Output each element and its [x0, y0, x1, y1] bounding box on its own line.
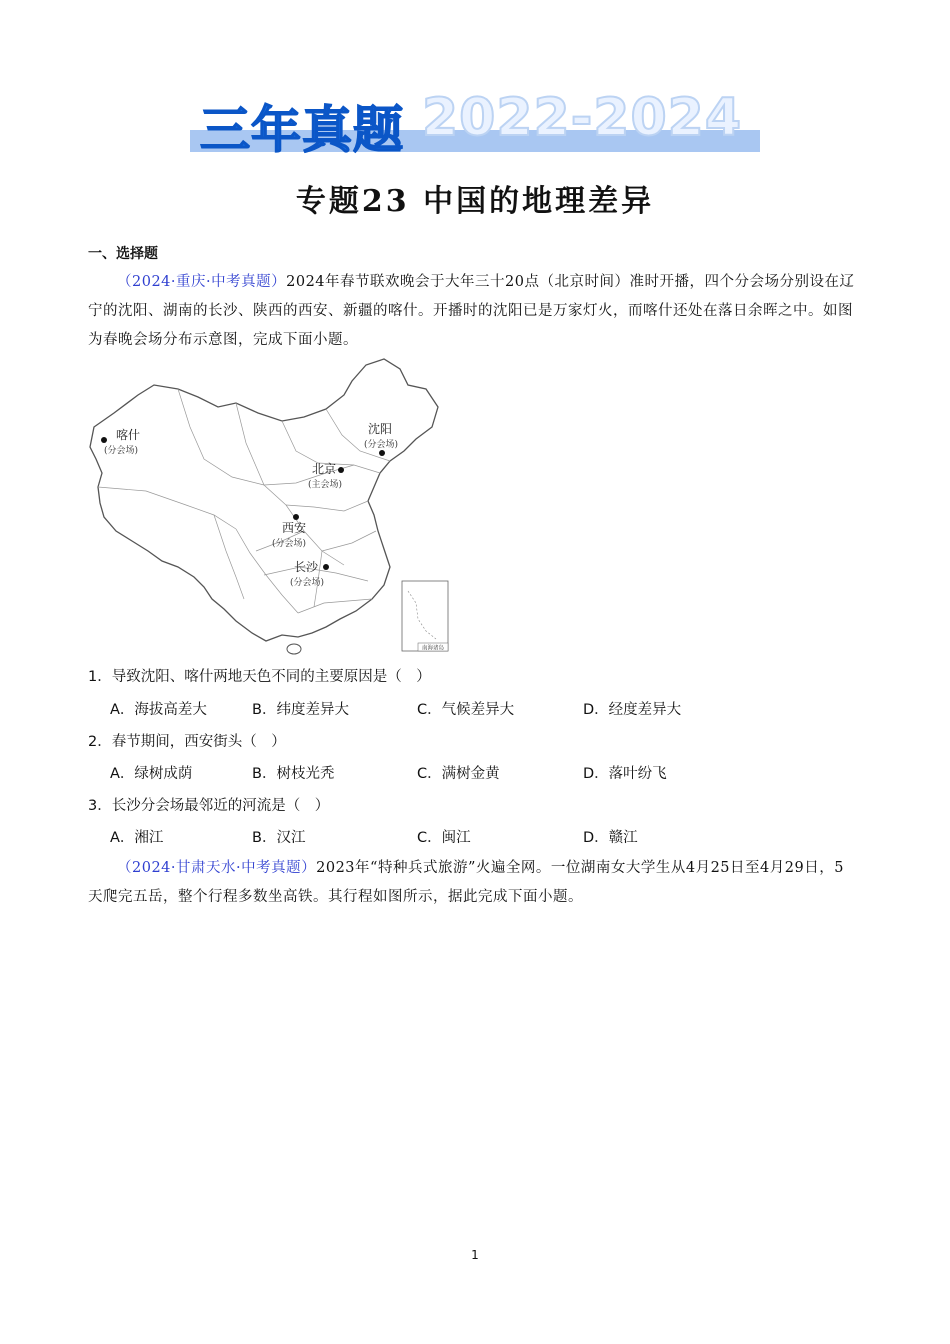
beijing-dot: [338, 467, 344, 473]
question-2-option-d: D．落叶纷飞: [583, 766, 667, 782]
question-3-option-a: A．湘江: [110, 830, 164, 846]
passage-1: [88, 268, 858, 355]
question-1-option-c: C．气候差异大: [417, 702, 515, 718]
question-1-stem: 1．导致沈阳、喀什两地天色不同的主要原因是（ ）: [88, 669, 431, 685]
question-3-stem: 3．长沙分会场最邻近的河流是（ ）: [88, 798, 330, 814]
banner-years: 2022-2024: [422, 88, 743, 148]
south-sea-inset: [402, 581, 448, 651]
shenyang-label: 沈阳: [368, 422, 393, 436]
question-1-option-a: A．海拔高差大: [110, 702, 207, 718]
question-2-option-c: C．满树金黄: [417, 766, 500, 782]
china-venue-map: [86, 355, 452, 655]
province-boundaries: [98, 389, 393, 613]
xian-sublabel: (分会场): [272, 539, 307, 549]
passage-1-source: （2024·重庆·中考真题）: [117, 274, 287, 290]
shenyang-sublabel: (分会场): [364, 440, 399, 450]
changsha-sublabel: (分会场): [290, 578, 325, 588]
china-outline: [90, 359, 438, 641]
question-2-option-a: A．绿树成荫: [110, 766, 193, 782]
hainan-island: [287, 644, 301, 654]
inset-label: 南海诸岛: [421, 645, 445, 652]
kashgar-sublabel: (分会场): [104, 446, 139, 456]
xian-dot: [293, 514, 299, 520]
question-1-option-d: D．经度差异大: [583, 702, 682, 718]
page-number: 1: [471, 1248, 479, 1262]
beijing-label: 北京: [312, 462, 337, 476]
passage-2-text: 2023年“特种兵式旅游”火遍全网。一位湖南女大学生从4月25日至4月29日，5天爬完五岳，整个行程多数坐高铁。其行程如图所示，据此完成下面小题。: [88, 860, 844, 905]
banner-title: 三年真题: [200, 101, 404, 159]
question-3-option-d: D．赣江: [583, 830, 638, 846]
page-title: 专题23 中国的地理差异: [295, 184, 655, 219]
changsha-label: 长沙: [294, 560, 319, 574]
section-heading: 一、选择题: [88, 246, 158, 262]
kashgar-dot: [101, 437, 107, 443]
xian-label: 西安: [282, 521, 307, 535]
header-banner: [190, 88, 760, 159]
beijing-sublabel: (主会场): [308, 480, 343, 490]
question-3-option-c: C．闽江: [417, 830, 471, 846]
question-2-option-b: B．树枝光秃: [252, 766, 335, 782]
passage-2-source: （2024·甘肃天水·中考真题）: [117, 860, 317, 876]
passage-1-text: 2024年春节联欢晚会于大年三十20点（北京时间）准时开播，四个分会场分别设在辽宁的沈阳、湖南的长沙、陕西的西安、新疆的喀什。开播时的沈阳已是万家灯火，而喀什还处在落日余晖之中。如图为春晚会场分布示意图，完成下面小题。: [88, 274, 855, 348]
kashgar-label: 喀什: [116, 428, 141, 442]
question-2-stem: 2．春节期间，西安街头（ ）: [88, 734, 286, 750]
changsha-dot: [323, 564, 329, 570]
shenyang-dot: [379, 450, 385, 456]
question-1-option-b: B．纬度差异大: [252, 702, 349, 718]
question-3-option-b: B．汉江: [252, 830, 306, 846]
passage-2: [88, 854, 858, 912]
